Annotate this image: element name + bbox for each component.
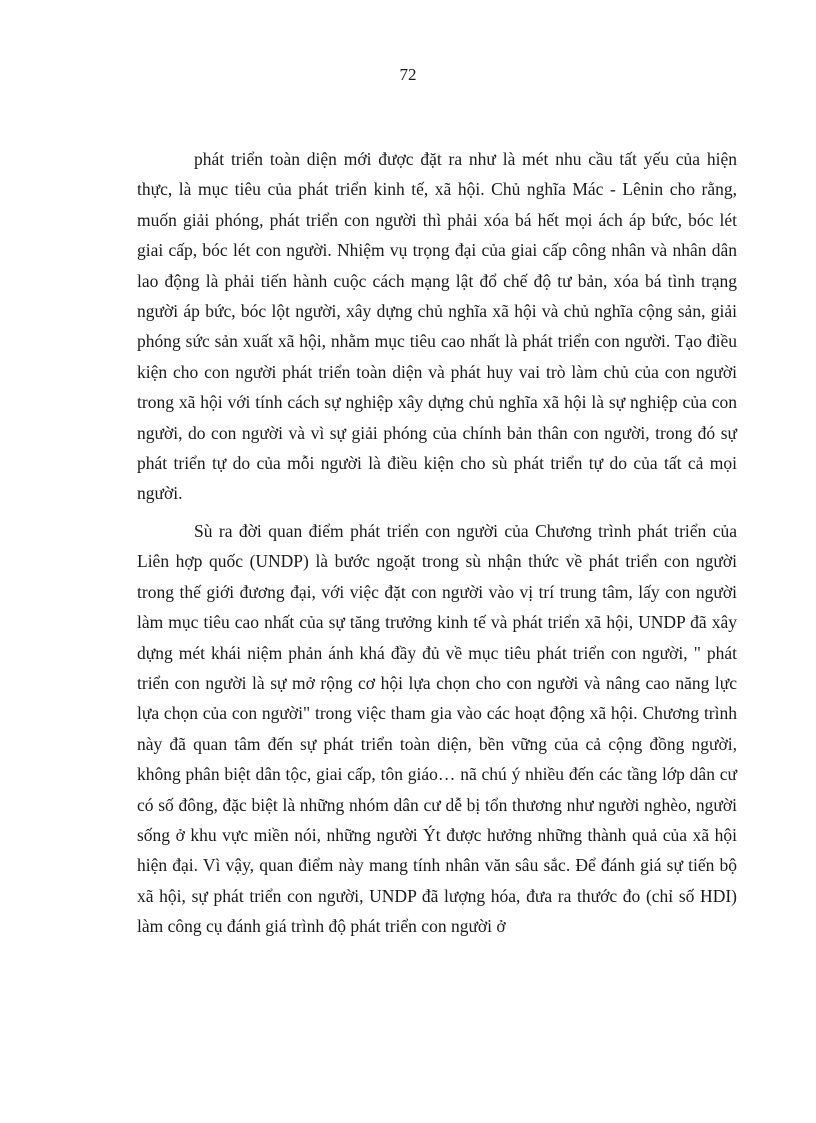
page-number: 72 — [399, 65, 417, 84]
paragraph-1: phát triển toàn diện mới được đặt ra như là mét nhu cầu tất yếu của hiện thực, là mục tiêu của phát triển kinh tế, xã hội. Chủ nghĩa Mác - Lênin cho rằng, muốn giải phóng, phát triển con người thì phải xóa bá hết mọi ách áp bức, bóc lét giai cấp, bóc lét con người. Nhiệm vụ trọng đại của giai cấp công nhân và nhân dân lao động là phải tiến hành cuộc cách mạng lật đổ chế độ tư bản, xóa bá tình trạng người áp bức, bóc lột người, xây dựng chủ nghĩa xã hội và chủ nghĩa cộng sản, giải phóng sức sản xuất xã hội, nhằm mục tiêu cao nhất là phát triển con người. Tạo điều kiện cho con người phát triển toàn diện và phát huy vai trò làm chủ của con người trong xã hội với tính cách sự nghiệp xây dựng chủ nghĩa xã hội là sự nghiệp của con người, do con người và vì sự giải phóng của chính bản thân con người, trong đó sự phát triển tự do của mỗi người là điều kiện cho sù phát triển tự do của tất cả mọi người. — [137, 149, 737, 504]
paragraph-2: Sù ra đời quan điểm phát triển con người của Chương trình phát triển của Liên hợp quốc (UNDP) là bước ngoặt trong sù nhận thức về phát triển con người trong thế giới đương đại, với việc đặt con người vào vị trí trung tâm, lấy con người làm mục tiêu cao nhất của sự tăng trưởng kinh tế và phát triển xã hội, UNDP đã xây dựng mét khái niệm phản ánh khá đầy đủ về mục tiêu phát triển con người, " phát triển con người là sự mở rộng cơ hội lựa chọn cho con người và nâng cao năng lực lựa chọn của con người" trong việc tham gia vào các hoạt động xã hội. Chương trình này đã quan tâm đến sự phát triển toàn diện, bền vững của cả cộng đồng người, không phân biệt dân tộc, giai cấp, tôn giáo… nã chú ý nhiều đến các tầng lớp dân cư có số đông, đặc biệt là những nhóm dân cư dễ bị tổn thương như người nghèo, người sống ở khu vực miền nói, những người Ýt được hưởng những thành quả của xã hội hiện đại. Vì vậy, quan điểm này mang tính nhân văn sâu sắc. Để đánh giá sự tiến bộ xã hội, sự phát triển con người, UNDP đã lượng hóa, đưa ra thước đo (chỉ số HDI) làm công cụ đánh giá trình độ phát triển con người ở — [137, 520, 737, 937]
body-text — [137, 144, 737, 942]
